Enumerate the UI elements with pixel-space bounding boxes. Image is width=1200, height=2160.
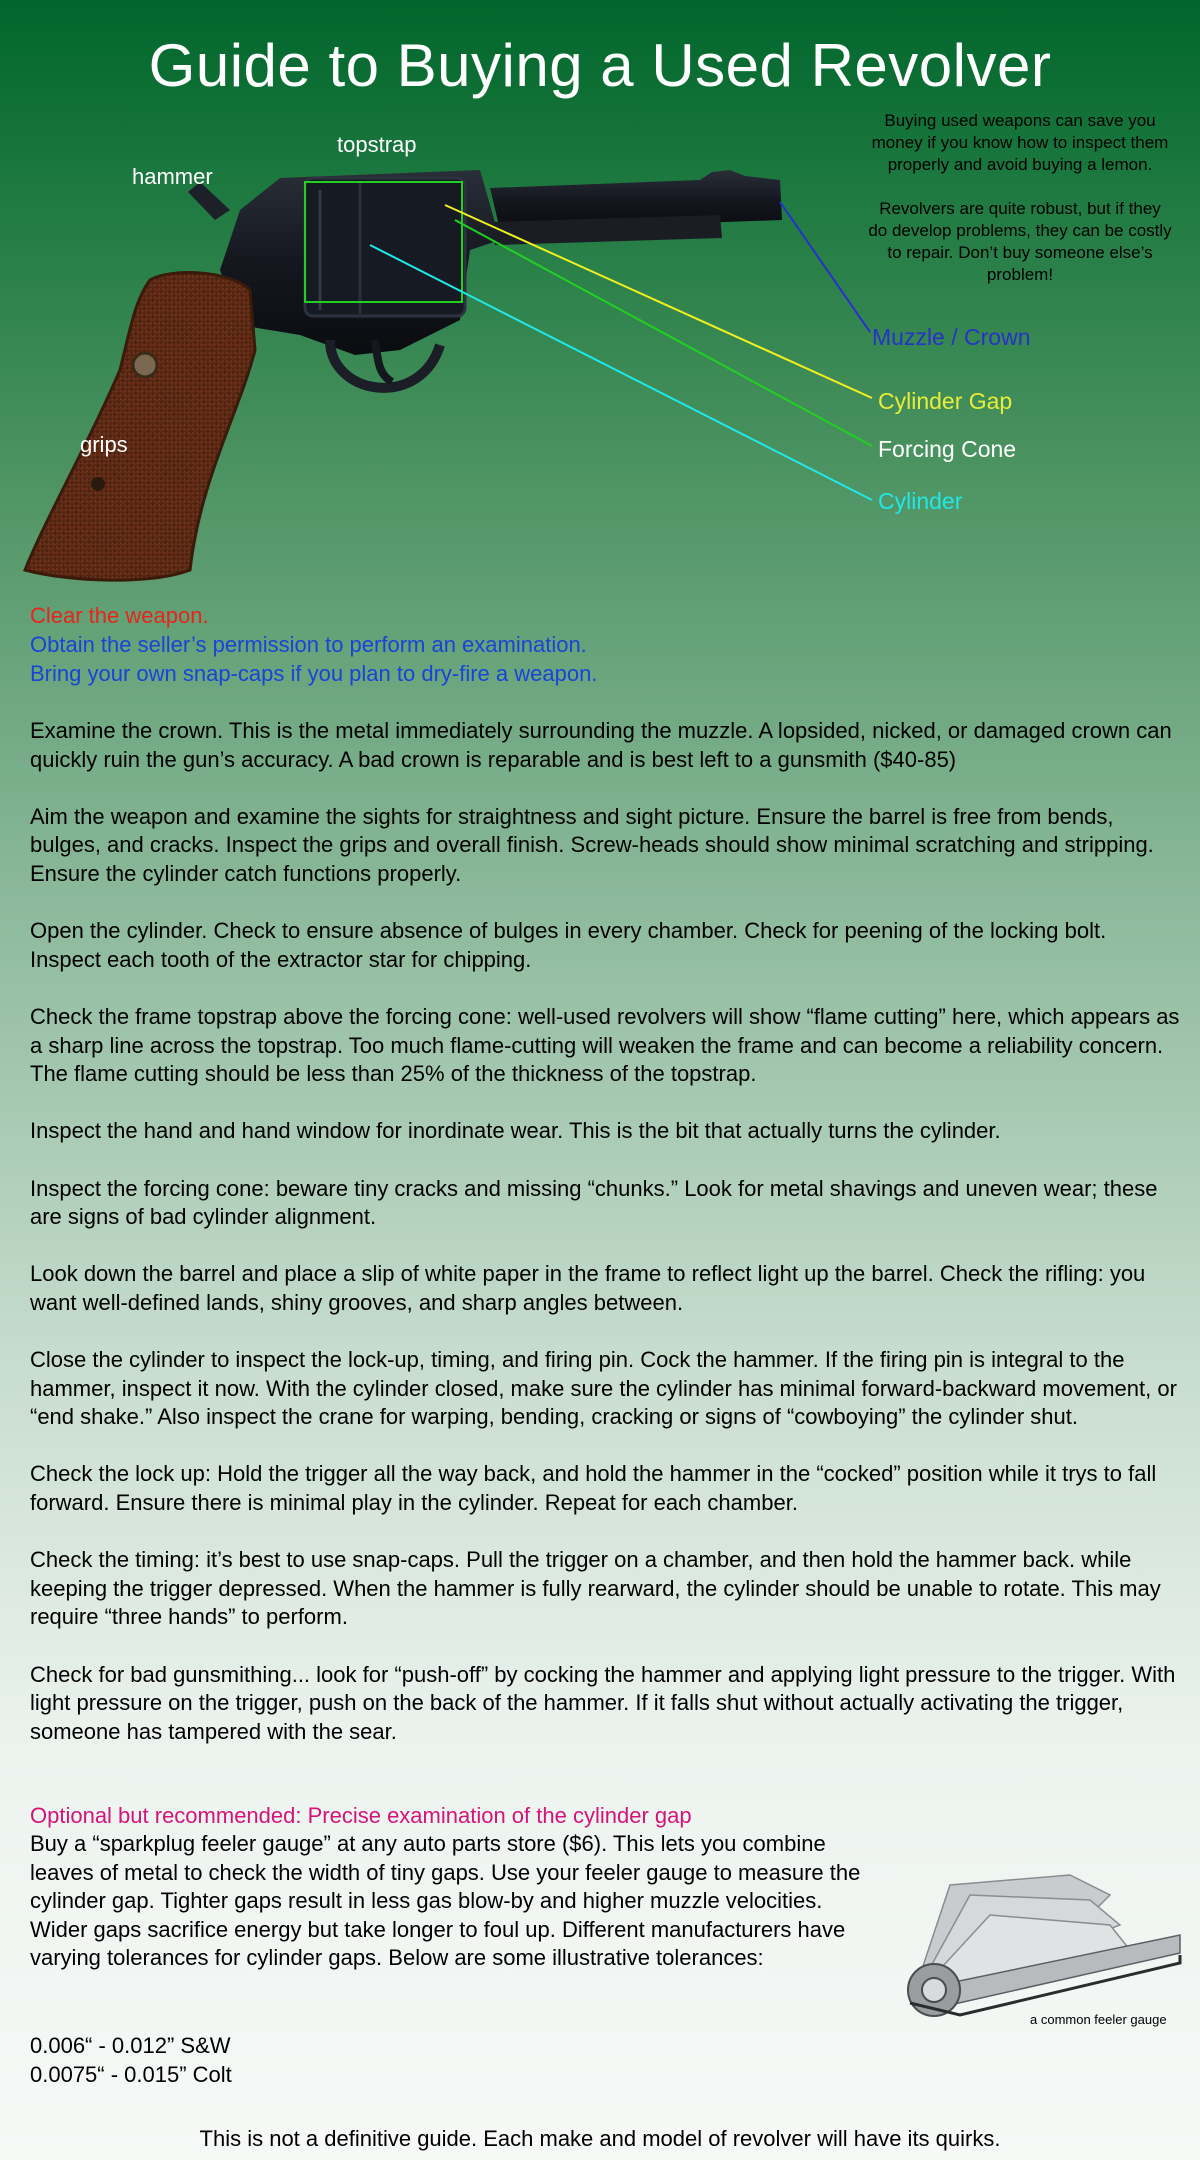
tolerance-item: 0.006“ - 0.012” S&W [30,2033,231,2058]
label-cylinder-gap: Cylinder Gap [878,388,1013,414]
tolerance-item: 0.0075“ - 0.015” Colt [30,2061,232,2087]
intro-paragraph: Revolvers are quite robust, but if they do develop problems, they can be costly to repair. Don’t buy someone else’s problem! [868,199,1172,284]
step-paragraph: Check the timing: it’s best to use snap-caps. Pull the trigger on a chamber, and then hold the hammer back. while keeping the trigger depressed. When the hammer is fully rearward, the cylinder should be unable to rotate. This may require “three hands” to perform. [30,1547,1161,1630]
label-cylinder: Cylinder [878,488,963,514]
label-hammer: hammer [132,164,213,189]
inspection-steps [30,717,1180,1775]
intro-paragraph: Buying used weapons can save you money if you know how to inspect them properly and avoid buying a lemon. [871,111,1169,174]
revolver-diagram [0,120,1200,590]
step-paragraph: Open the cylinder. Check to ensure absence of bulges in every chamber. Check for peening of the locking bolt. Inspect each tooth of the extractor star for chipping. [30,918,1107,972]
page-title: Guide to Buying a Used Revolver [148,32,1052,99]
optional-section-text [30,1830,875,1973]
cylinder-shape [305,178,465,316]
grip-shape [25,273,255,581]
step-paragraph: Check the lock up: Hold the trigger all the way back, and hold the hammer in the “cocked” position while it trys to fall forward. Ensure there is minimal play in the cylinder. Repeat for each chamber. [30,1461,1157,1516]
safety-warnings [30,601,597,688]
step-paragraph: Examine the crown. This is the metal immediately surrounding the muzzle. A lopsided, nicked, or damaged crown can quickly ruin the gun’s accuracy. A bad crown is reparable and is best left to a gunsmith ($40-85) [30,718,1172,772]
label-topstrap: topstrap [337,132,417,157]
feeler-gauge-caption: a common feeler gauge [1030,2012,1167,2027]
step-paragraph: Close the cylinder to inspect the lock-up, timing, and firing pin. Cock the hammer. If the firing pin is integral to the hammer, inspect it now. With the cylinder closed, make sure the cylinder has minimal forward-backward movement, or “end shake.” Also inspect the crane for warping, bending, cracking or signs of “cowboying” the cylinder shut. [30,1347,1177,1430]
footer-disclaimer: This is not a definitive guide. Each make and model of revolver will have its quirks. [199,2126,1001,2151]
label-grips: grips [80,432,128,457]
step-paragraph: Aim the weapon and examine the sights for straightness and sight picture. Ensure the barrel is free from bends, bulges, and cracks. Inspect the grips and overall finish. Screw-heads should show minimal scratching and stripping. Ensure the cylinder catch functions properly. [30,803,1154,886]
muzzle-pointer-line [780,202,870,332]
label-forcing-cone: Forcing Cone [878,436,1017,462]
label-muzzle-crown: Muzzle / Crown [872,324,1031,350]
warning-permission: Obtain the seller’s permission to perform an examination. [30,632,587,657]
optional-paragraph: Buy a “sparkplug feeler gauge” at any auto parts store ($6). This lets you combine leaves of metal to check the width of tiny gaps. Use your feeler gauge to measure the cylinder gap. Tighter gaps result in less gas blow-by and higher muzzle velocities. Wider gaps sacrifice energy but take longer to foul up. Different manufacturers have varying tolerances for cylinder gaps. Below are some illustrative tolerances: [30,1831,861,1971]
step-paragraph: Check for bad gunsmithing... look for “push-off” by cocking the hammer and applying light pressure to the trigger. With light pressure on the trigger, push on the back of the hammer. If it falls shut without actually activating the trigger, someone has tampered with the sear. [30,1661,1176,1744]
step-paragraph: Look down the barrel and place a slip of white paper in the frame to reflect light up the barrel. Check the rifling: you want well-defined lands, shiny grooves, and sharp angles between. [30,1261,1146,1315]
forcing-cone-pointer-line [455,220,872,446]
revolver-illustration [0,120,1200,590]
step-paragraph: Inspect the hand and hand window for inordinate wear. This is the bit that actually turns the cylinder. [30,1118,1001,1144]
warning-clear: Clear the weapon. [30,603,209,628]
optional-section-title: Optional but recommended: Precise examination of the cylinder gap [30,1803,692,1828]
cylinder-pointer-line [370,245,872,500]
step-paragraph: Inspect the forcing cone: beware tiny cracks and missing “chunks.” Look for metal shavings and uneven wear; these are signs of bad cylinder alignment. [30,1175,1158,1230]
warning-snapcaps: Bring your own snap-caps if you plan to dry-fire a weapon. [30,661,598,686]
step-paragraph: Check the frame topstrap above the forcing cone: well-used revolvers will show “flame cutting” here, which appears as a sharp line across the topstrap. Too much flame-cutting will weaken the frame and can become a reliability concern. The flame cutting should be less than 25% of the thickness of the topstrap. [30,1003,1180,1087]
tolerance-list [30,2032,232,2089]
